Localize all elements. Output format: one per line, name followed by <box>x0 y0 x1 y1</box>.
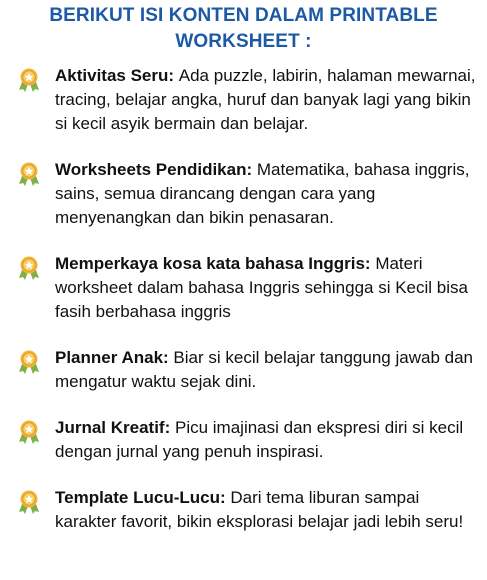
page-title-line-1: BERIKUT ISI KONTEN DALAM PRINTABLE <box>49 5 438 26</box>
list-item <box>14 252 484 324</box>
list-item <box>14 486 484 534</box>
item-text: Materi worksheet dalam bahasa Inggris sehingga si Kecil bisa fasih berbahasa inggris <box>55 254 468 321</box>
item-text: Ada puzzle, labirin, halaman mewarnai, tracing, belajar angka, huruf dan banyak lagi yang bikin si kecil asyik bermain dan belajar. <box>55 66 476 133</box>
list-item <box>14 158 484 230</box>
medal-icon <box>16 67 42 93</box>
medal-icon <box>16 419 42 445</box>
content-list <box>14 64 484 534</box>
item-text: Biar si kecil belajar tanggung jawab dan mengatur waktu sejak dini. <box>55 348 473 391</box>
medal-icon <box>16 255 42 281</box>
list-item <box>14 416 484 464</box>
item-text: Picu imajinasi dan ekspresi diri si kecil dengan jurnal yang penuh inspirasi. <box>55 418 464 461</box>
item-text: Matematika, bahasa inggris, sains, semua dirancang dengan cara yang menyenangkan dan bikin penasaran. <box>55 160 470 227</box>
item-title: Worksheets Pendidikan: <box>55 160 257 179</box>
item-title: Jurnal Kreatif: <box>55 418 175 437</box>
item-text: Dari tema liburan sampai karakter favorit, bikin eksplorasi belajar jadi lebih seru! <box>55 488 464 531</box>
medal-icon <box>16 349 42 375</box>
medal-icon <box>16 161 42 187</box>
list-item <box>14 64 484 136</box>
item-title: Aktivitas Seru: <box>55 66 179 85</box>
medal-icon <box>16 489 42 515</box>
list-item <box>14 346 484 394</box>
page-title-line-2: WORKSHEET : <box>175 31 312 52</box>
page-title <box>0 3 487 55</box>
item-title: Template Lucu-Lucu: <box>55 488 231 507</box>
item-title: Planner Anak: <box>55 348 174 367</box>
item-title: Memperkaya kosa kata bahasa Inggris: <box>55 254 376 273</box>
